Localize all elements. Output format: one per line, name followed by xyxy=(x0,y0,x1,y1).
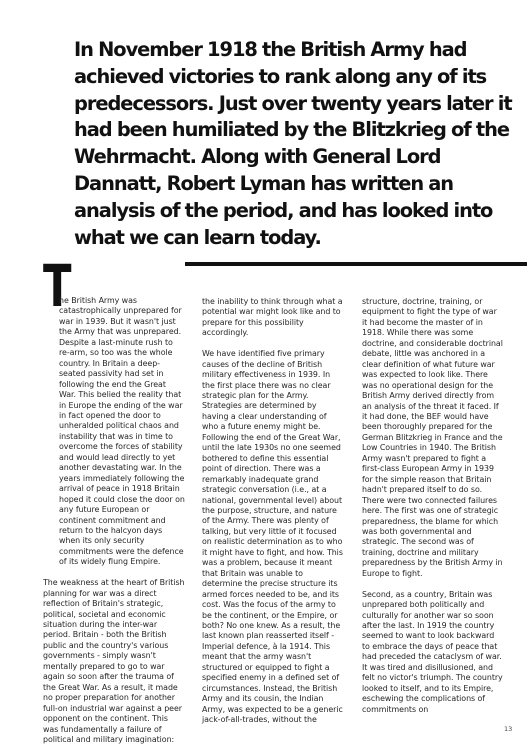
article-paragraph: The weakness at the heart of British planning for war was a direct reflection of Britain's strategic, political, societal and economic situation during the inter-war period. Britain - both the British public and the country's various governments - simply wasn't mentally prepared to go to war again so soon after the trauma of the Great War. As a result, it made no proper preparation for another full-on industrial war against a peer opponent on the continent. This was fundamentally a failure of political and military imagination: xyxy=(43,578,185,744)
page-number: 13 xyxy=(504,725,513,733)
article-column-2 xyxy=(202,297,343,726)
standfirst-heading: In November 1918 the British Army had achieved victories to rank along any of its predecessors. Just over twenty years later it had been humiliated by the Blitzkrieg of the Wehrmacht. Along with General Lord Dannatt, Robert Lyman has written an analysis of the period, and has looked into what we can learn today. xyxy=(74,38,512,249)
article-paragraph: structure, doctrine, training, or equipment to fight the type of war it had become the master of in 1918. While there was some doctrine, and considerable doctrinal debate, little was anchored in a clear definition of what future war was expected to look like. There was no operational design for the British Army derived directly from an analysis of the threat it faced. If it had done, the BEF would have been thoroughly prepared for the German Blitzkrieg in France and the Low Countries in 1940. The British Army wasn't prepared to fight a first-class European Army in 1939 for the simple reason that Britain hadn't prepared itself to do so. There were two connected failures here. The first was one of strategic preparedness, the blame for which was both governmental and strategic. The second was of training, doctrine and military preparedness by the British Army in Europe to fight. xyxy=(362,297,503,578)
divider-rule xyxy=(185,262,527,266)
article-column-1 xyxy=(43,296,185,745)
article-paragraph: he British Army was catastrophically unprepared for war in 1939. But it wasn't just the Army that was unprepared. Despite a last-minute rush to re-arm, so too was the whole country. In Britain a deep-seated passivity had set in following the end the Great War. This belied the reality that in Europe the ending of the war in fact opened the door to unheralded political chaos and instability that was in time to overcome the forces of stability and would lead directly to yet another devastating war. In the years immediately following the arrival of peace in 1918 Britain hoped it could close the door on any future European or continent commitment and return to the halcyon days when its only security commitments were the defence of its widely flung Empire. xyxy=(59,296,185,567)
drop-cap: T xyxy=(43,252,72,320)
article-paragraph: the inability to think through what a potential war might look like and to prepare for this possibility accordingly. xyxy=(202,297,343,338)
article-paragraph: Second, as a country, Britain was unprepared both politically and culturally for another war so soon after the last. In 1919 the country seemed to want to look backward to embrace the days of peace that had preceded the cataclysm of war. It was tired and disillusioned, and felt no victor's triumph. The country looked to itself, and to its Empire, eschewing the complications of commitments on xyxy=(362,589,503,714)
article-paragraph: We have identified five primary causes of the decline of British military effectiveness in 1939. In the first place there was no clear strategic plan for the Army. Strategies are determined by having a clear understanding of who a future enemy might be. Following the end of the Great War, until the late 1930s no one seemed bothered to define this essential point of direction. There was a remarkably inadequate grand strategic conversation (i.e., at a national, governmental level) about the purpose, structure, and nature of the Army. There was plenty of talking, but very little of it focused on realistic determination as to who it might have to fight, and how. This was a problem, because it meant that Britain was unable to determine the precise structure its armed forces needed to be, and its cost. Was the focus of the army to be the continent, or the Empire, or both? No one knew. As a result, the last known plan reasserted itself - Imperial defence, à la 1914. This meant that the army wasn't structured or equipped to fight a specified enemy in a defined set of circumstances. Instead, the British Army and its cousin, the Indian Army, was expected to be a generic jack-of-all-trades, without the xyxy=(202,349,343,725)
article-column-3 xyxy=(362,297,503,715)
